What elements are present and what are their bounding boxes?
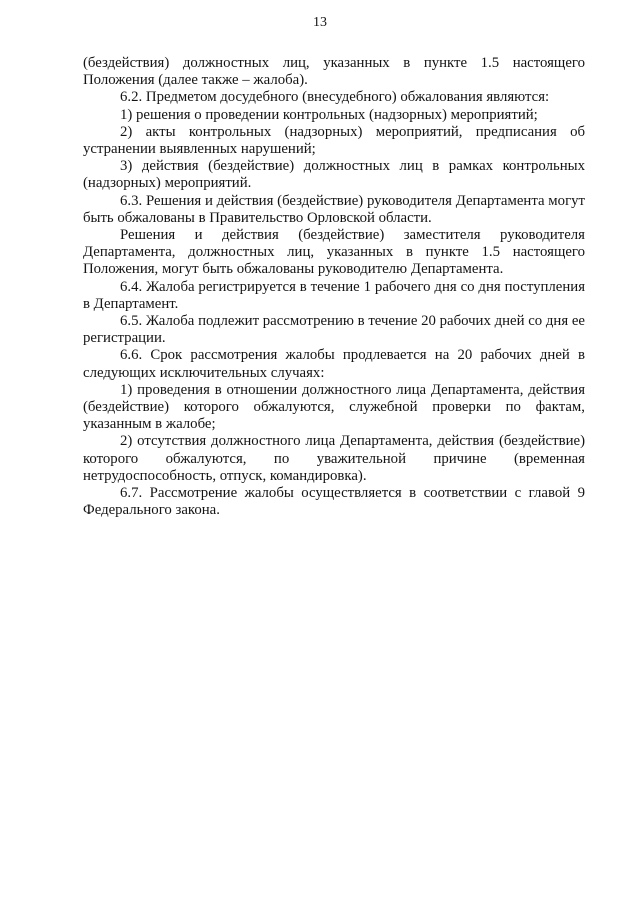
paragraph-6-6-item-2: 2) отсутствия должностного лица Департамента, действия (бездействие) которого обжалуются, по уважительной причине (временная нетрудоспособность, отпуск, командировка). — [83, 433, 585, 484]
paragraph-6-7: 6.7. Рассмотрение жалобы осуществляется в соответствии с главой 9 Федерального закона. — [83, 485, 585, 519]
paragraph-6-6: 6.6. Срок рассмотрения жалобы продлевается на 20 рабочих дней в следующих исключительных случаях: — [83, 347, 585, 381]
paragraph-6-4: 6.4. Жалоба регистрируется в течение 1 рабочего дня со дня поступления в Департамент. — [83, 278, 585, 312]
paragraph-6-2-item-2: 2) акты контрольных (надзорных) мероприятий, предписания об устранении выявленных нарушений; — [83, 123, 585, 158]
paragraph-6-2-item-3: 3) действия (бездействие) должностных лиц в рамках контрольных (надзорных) мероприятий. — [83, 158, 585, 192]
paragraph-6-3: 6.3. Решения и действия (бездействие) руководителя Департамента могут быть обжалованы в Правительство Орловской области. — [83, 192, 585, 226]
page-number: 13 — [313, 15, 327, 30]
paragraph-6-2-item-1: 1) решения о проведении контрольных (надзорных) мероприятий; — [120, 106, 538, 123]
paragraph-6-5: 6.5. Жалоба подлежит рассмотрению в течение 20 рабочих дней со дня ее регистрации. — [83, 313, 585, 347]
paragraph-6-6-item-1: 1) проведения в отношении должностного лица Департамента, действия (бездействие) которого обжалуются, служебной проверки по фактам, указанным в жалобе; — [83, 381, 585, 433]
document-body — [83, 55, 585, 519]
paragraph-6-3-continuation: Решения и действия (бездействие) заместителя руководителя Департамента, должностных лиц, указанных в пункте 1.5 настоящего Положения, могут быть обжалованы руководителю Департамента. — [83, 227, 585, 278]
paragraph-6-2: 6.2. Предметом досудебного (внесудебного) обжалования являются: — [120, 89, 550, 106]
paragraph-continuation: (бездействия) должностных лиц, указанных в пункте 1.5 настоящего Положения (далее также – жалоба). — [83, 55, 585, 89]
